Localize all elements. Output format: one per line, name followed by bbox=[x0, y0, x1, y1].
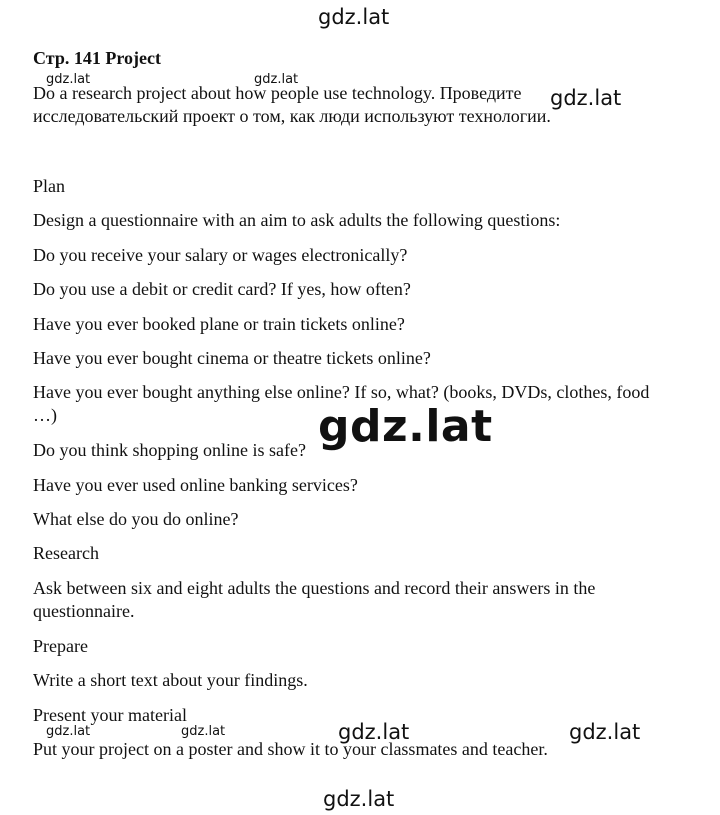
question-item: Have you ever bought anything else online? If so, what? (books, DVDs, clothes, food …) bbox=[33, 382, 650, 425]
question-item: Do you think shopping online is safe? bbox=[33, 440, 306, 460]
section-heading-plan: Plan bbox=[33, 176, 66, 196]
watermark: gdz.lat bbox=[46, 724, 91, 739]
question-item: Have you ever bought cinema or theatre tickets online? bbox=[33, 348, 431, 368]
present-instruction: Put your project on a poster and show it to your classmates and teacher. bbox=[33, 739, 548, 759]
intro-paragraph: Do a research project about how people use technology. Проведите исследовательский проект о том, как люди используют технологии. bbox=[33, 83, 551, 126]
watermark: gdz.lat bbox=[323, 787, 395, 811]
section-heading-present: Present your material bbox=[33, 705, 187, 725]
watermark: gdz.lat bbox=[254, 72, 299, 87]
watermark: gdz.lat bbox=[338, 720, 410, 744]
research-instruction: Ask between six and eight adults the questions and record their answers in the questionnaire. bbox=[33, 578, 596, 621]
question-item: What else do you do online? bbox=[33, 509, 239, 529]
watermark: gdz.lat bbox=[569, 720, 641, 744]
prepare-instruction: Write a short text about your findings. bbox=[33, 670, 308, 690]
question-item: Have you ever used online banking services? bbox=[33, 475, 358, 495]
question-item: Have you ever booked plane or train tickets online? bbox=[33, 314, 405, 334]
watermark: gdz.lat bbox=[181, 724, 226, 739]
watermark: gdz.lat bbox=[318, 5, 390, 29]
watermark: gdz.lat bbox=[550, 86, 622, 110]
question-item: Do you use a debit or credit card? If yes, how often? bbox=[33, 279, 411, 299]
section-heading-research: Research bbox=[33, 543, 99, 563]
watermark: gdz.lat bbox=[46, 72, 91, 87]
plan-instruction: Design a questionnaire with an aim to ask adults the following questions: bbox=[33, 210, 561, 230]
page-title: Стр. 141 Project bbox=[33, 48, 161, 68]
question-item: Do you receive your salary or wages electronically? bbox=[33, 245, 408, 265]
section-heading-prepare: Prepare bbox=[33, 636, 88, 656]
watermark: gdz.lat bbox=[318, 401, 493, 452]
